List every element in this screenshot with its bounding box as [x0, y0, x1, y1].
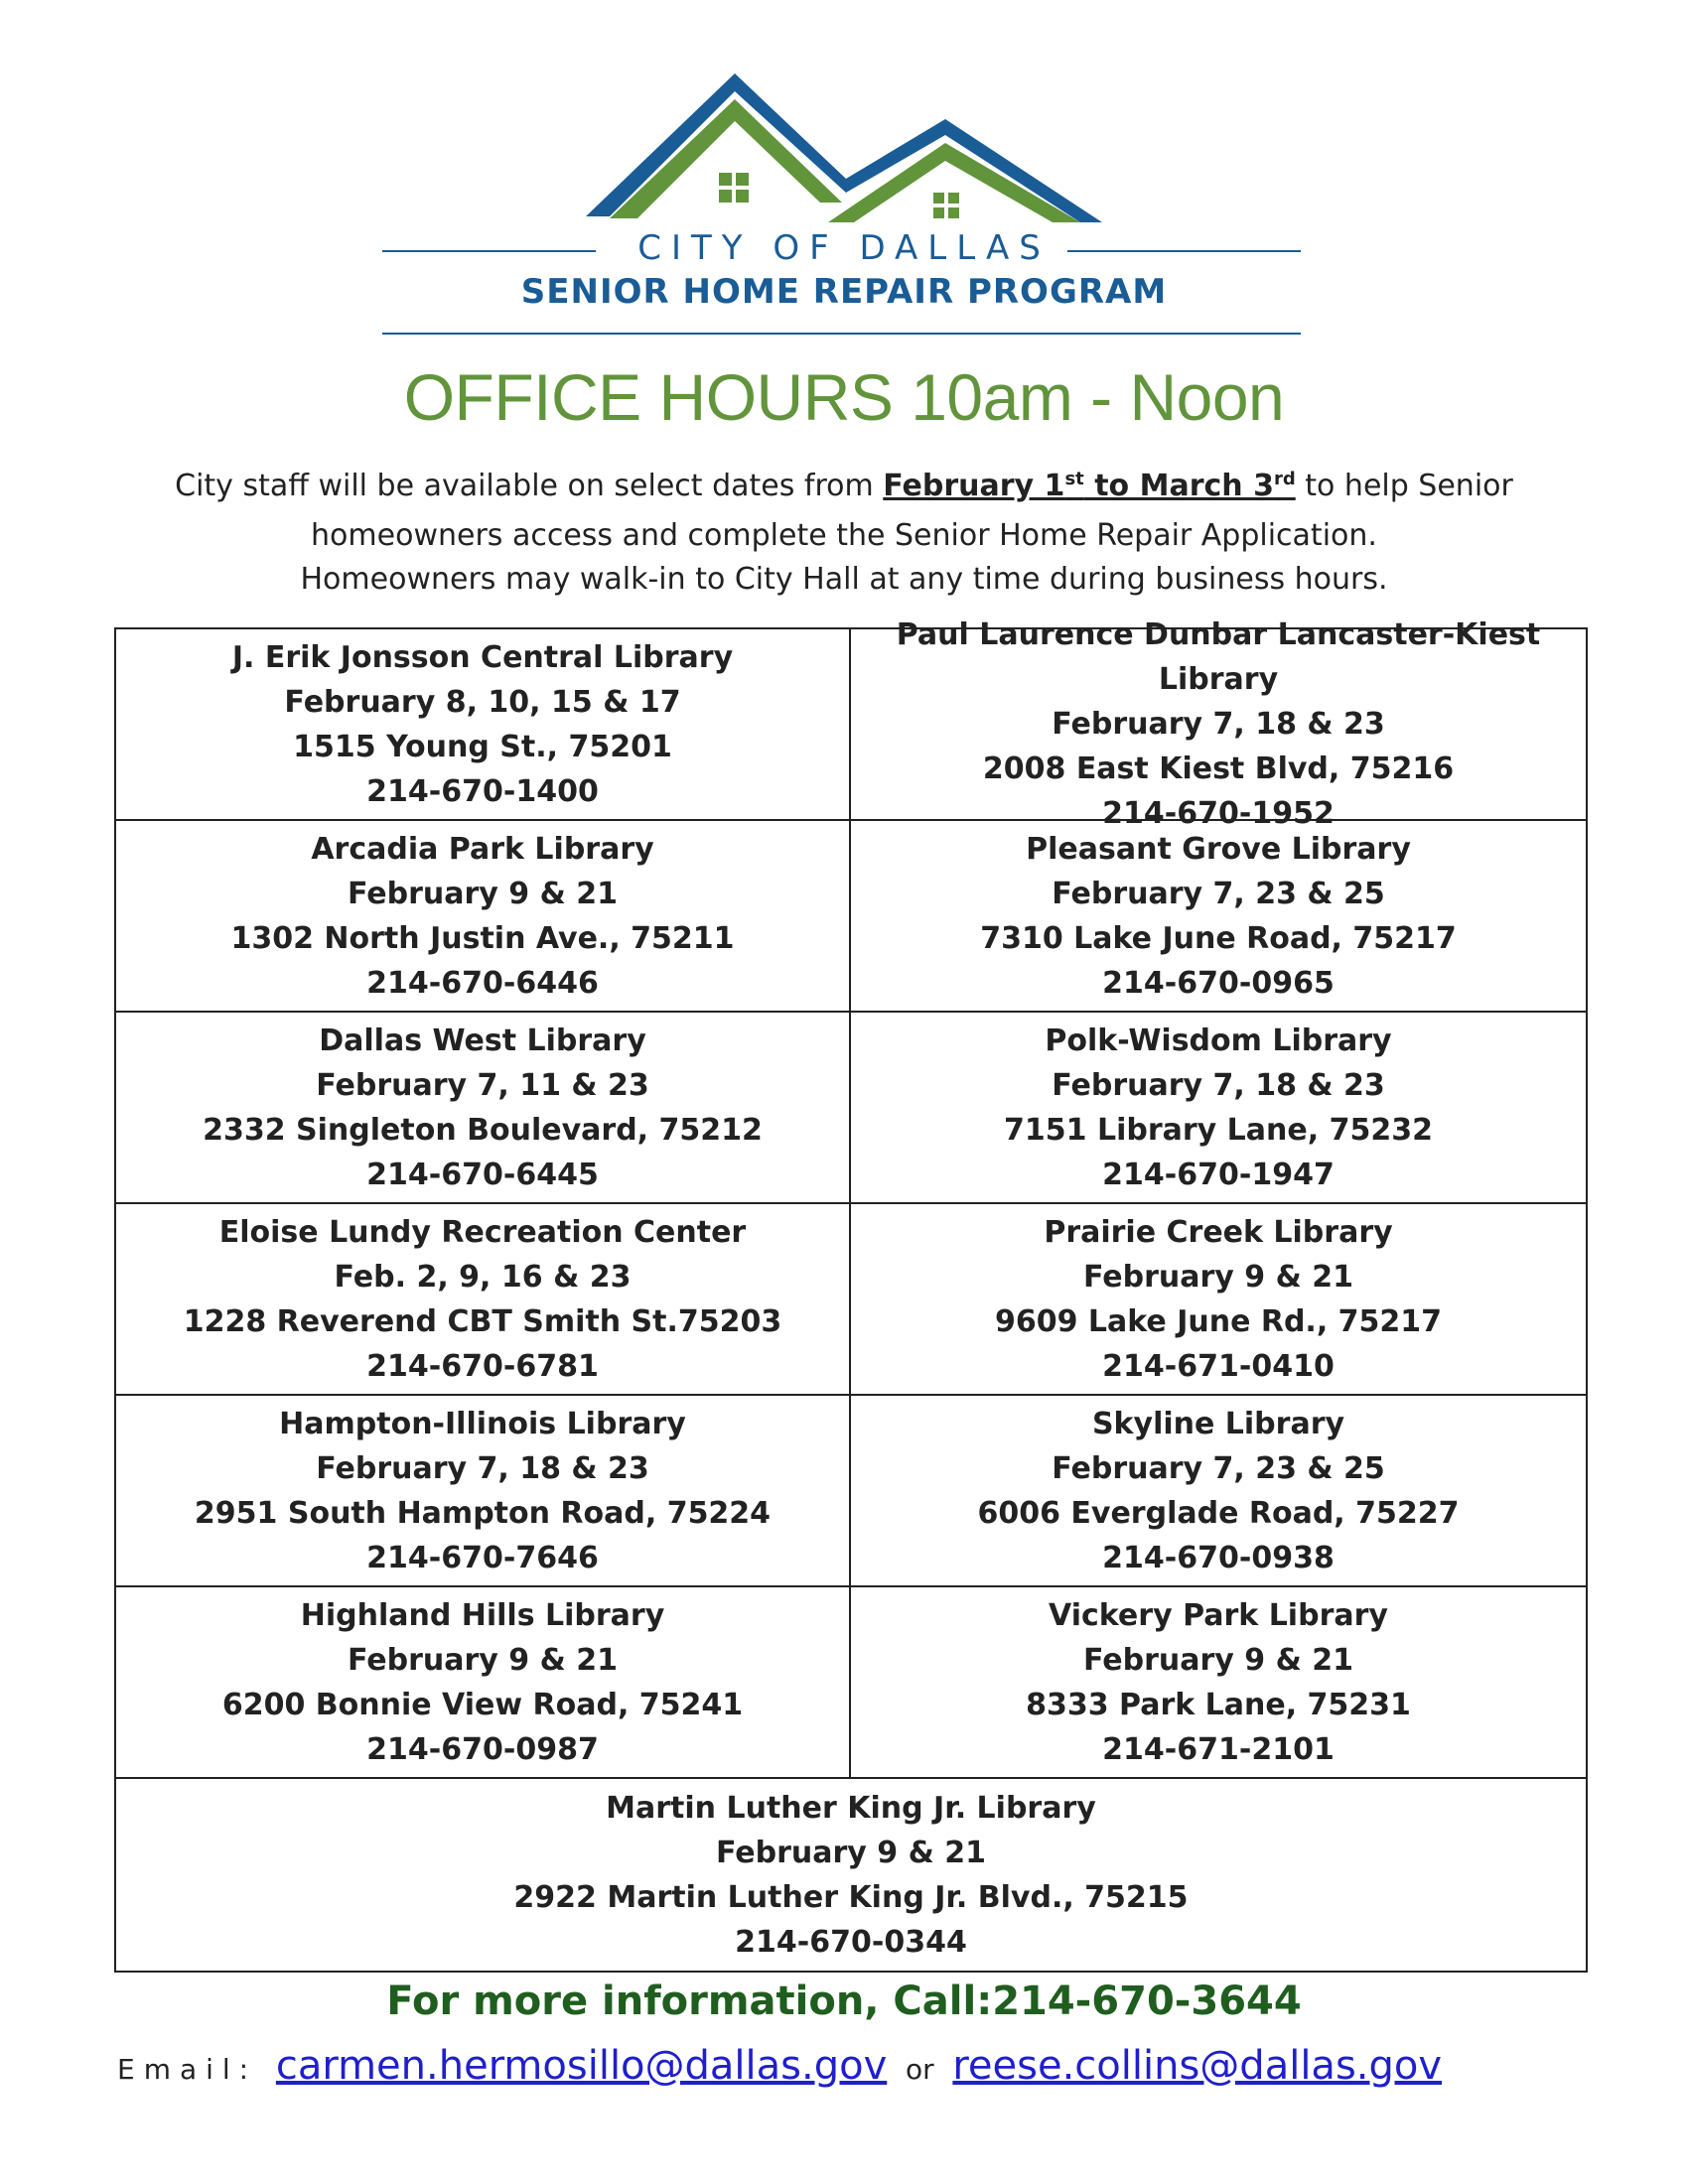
location-address: 1515 Young St., 75201 [293, 729, 672, 764]
call-info: For more information, Call:214-670-3644 [386, 1979, 1302, 2024]
location-cell [851, 1396, 1586, 1587]
location-name: Martin Luther King Jr. Library [606, 1790, 1096, 1826]
location-phone: 214-670-0938 [1102, 1540, 1335, 1575]
location-address: 2332 Singleton Boulevard, 75212 [203, 1112, 763, 1148]
location-dates: Feb. 2, 9, 16 & 23 [334, 1259, 632, 1295]
location-phone: 214-670-6446 [366, 965, 599, 1001]
location-name: Dallas West Library [319, 1023, 646, 1058]
location-dates: February 7, 11 & 23 [316, 1067, 649, 1103]
email-line [117, 2043, 1442, 2089]
location-cell [116, 1204, 851, 1396]
location-address: 6200 Bonnie View Road, 75241 [221, 1687, 744, 1722]
location-phone: 214-670-7646 [366, 1540, 599, 1575]
location-name: Skyline Library [1091, 1406, 1345, 1441]
location-cell [116, 1779, 1586, 1971]
location-dates: February 9 & 21 [716, 1835, 986, 1870]
location-address: 8333 Park Lane, 75231 [1026, 1687, 1411, 1722]
email-label: Email: [117, 2053, 258, 2086]
location-dates: February 9 & 21 [1083, 1642, 1353, 1678]
location-cell [851, 821, 1586, 1013]
location-cell [851, 617, 1586, 831]
location-address: 1302 North Justin Ave., 75211 [230, 920, 735, 956]
intro-text-before: City staff will be available on select dates from [175, 469, 884, 503]
location-dates: February 9 & 21 [348, 876, 618, 911]
location-phone: 214-670-0344 [735, 1924, 967, 1960]
location-address: 9609 Lake June Rd., 75217 [994, 1303, 1443, 1339]
location-cell [851, 1204, 1586, 1396]
location-address: 7310 Lake June Road, 75217 [980, 920, 1457, 956]
location-cell [116, 629, 851, 821]
location-cell [851, 1587, 1586, 1779]
location-address: 7151 Library Lane, 75232 [1004, 1112, 1433, 1148]
range-end: to March 3 [1083, 469, 1274, 503]
location-name: Prairie Creek Library [1044, 1214, 1393, 1250]
location-dates: February 7, 23 & 25 [1052, 876, 1385, 911]
location-address: 2951 South Hampton Road, 75224 [194, 1495, 772, 1531]
intro-text-after: to help Senior [1295, 469, 1513, 503]
location-phone: 214-670-0987 [366, 1731, 599, 1767]
locations-table [114, 617, 1588, 1973]
location-name: Arcadia Park Library [311, 831, 654, 867]
intro-paragraph [0, 455, 1688, 561]
location-cell [116, 1587, 851, 1779]
location-address: 1228 Reverend CBT Smith St.75203 [183, 1303, 782, 1339]
location-address: 2008 East Kiest Blvd, 75216 [982, 751, 1455, 786]
location-name: J. Erik Jonsson Central Library [231, 639, 734, 675]
logo-program-name: SENIOR HOME REPAIR PROGRAM [520, 272, 1168, 312]
location-cell [851, 1013, 1586, 1204]
location-dates: February 9 & 21 [348, 1642, 618, 1678]
office-hours-headline: OFFICE HOURS 10am - Noon [403, 360, 1285, 434]
house-roof-icon [586, 69, 1102, 228]
location-phone: 214-670-1952 [1102, 796, 1335, 831]
email-link-carmen[interactable]: carmen.hermosillo@dallas.gov [275, 2043, 888, 2089]
location-dates: February 9 & 21 [1083, 1259, 1353, 1295]
location-phone: 214-670-1400 [366, 773, 599, 809]
location-phone: 214-670-0965 [1102, 965, 1335, 1001]
location-dates: February 7, 18 & 23 [1052, 707, 1385, 742]
intro-line-2: homeowners access and complete the Senior Home Repair Application. [311, 518, 1377, 553]
location-name: Pleasant Grove Library [1026, 831, 1411, 867]
range-start: February 1 [883, 469, 1065, 503]
location-name: Eloise Lundy Recreation Center [218, 1214, 747, 1250]
location-cell [116, 1396, 851, 1587]
location-address: 6006 Everglade Road, 75227 [977, 1495, 1460, 1531]
range-end-sup: rd [1273, 469, 1296, 489]
location-phone: 214-670-6781 [366, 1348, 599, 1384]
location-address: 2922 Martin Luther King Jr. Blvd., 75215 [513, 1879, 1189, 1915]
location-name: Vickery Park Library [1049, 1597, 1388, 1633]
location-phone: 214-671-0410 [1102, 1348, 1335, 1384]
walkin-note: Homeowners may walk-in to City Hall at any time during business hours. [300, 562, 1388, 597]
location-name: Paul Laurence Dunbar Lancaster-Kiest Library [896, 617, 1541, 697]
location-cell [116, 1013, 851, 1204]
date-range [883, 469, 1295, 503]
logo-city-name: CITY OF DALLAS [637, 228, 1051, 268]
location-dates: February 7, 23 & 25 [1052, 1450, 1385, 1486]
email-or: or [905, 2053, 934, 2086]
logo-rule-bottom [382, 333, 1301, 335]
location-phone: 214-670-1947 [1102, 1157, 1335, 1192]
location-name: Highland Hills Library [300, 1597, 665, 1633]
location-name: Hampton-Illinois Library [279, 1406, 686, 1441]
email-link-reese[interactable]: reese.collins@dallas.gov [952, 2043, 1443, 2089]
range-start-sup: st [1064, 469, 1084, 489]
location-dates: February 7, 18 & 23 [316, 1450, 649, 1486]
location-cell [116, 821, 851, 1013]
location-phone: 214-671-2101 [1102, 1731, 1335, 1767]
location-phone: 214-670-6445 [366, 1157, 599, 1192]
location-dates: February 8, 10, 15 & 17 [284, 684, 681, 720]
location-dates: February 7, 18 & 23 [1052, 1067, 1385, 1103]
program-logo [382, 69, 1306, 342]
location-name: Polk-Wisdom Library [1045, 1023, 1392, 1058]
